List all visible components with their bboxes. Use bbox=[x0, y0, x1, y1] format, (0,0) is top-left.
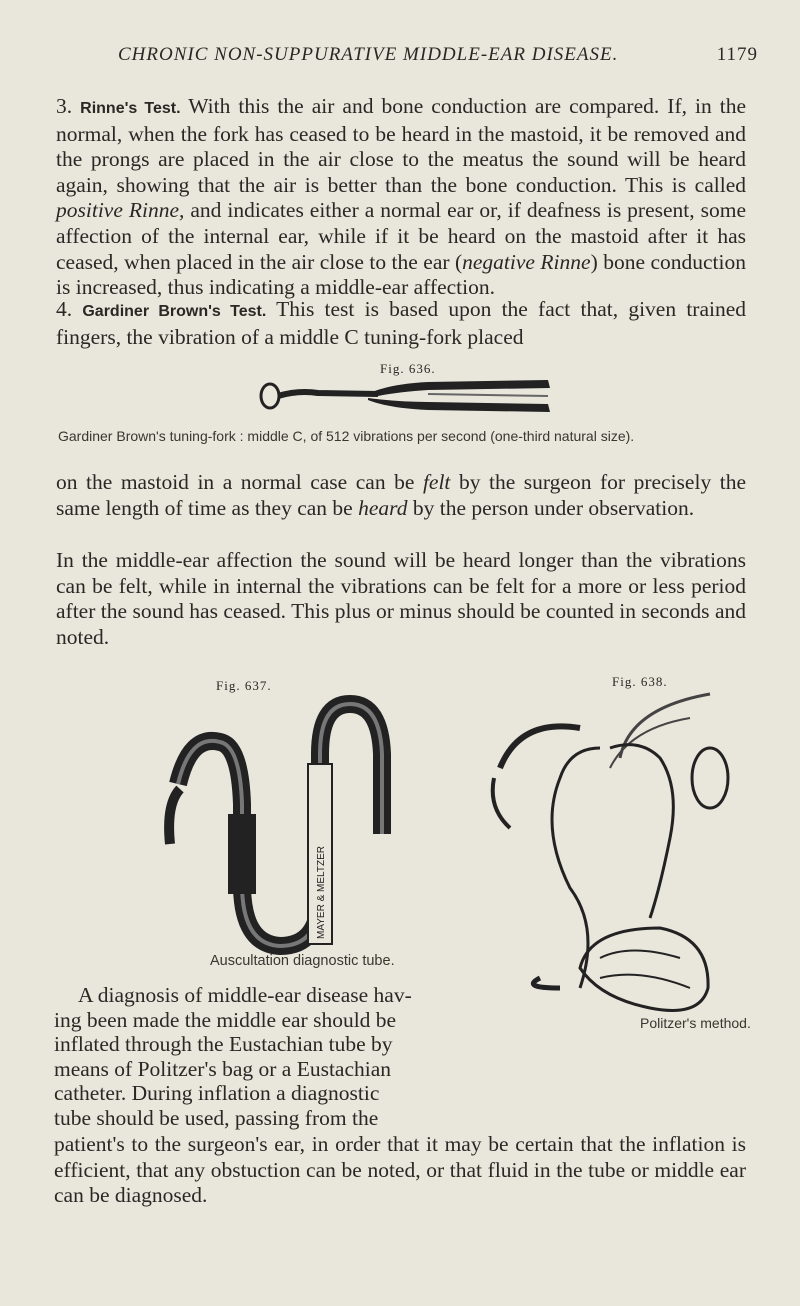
diagnosis-line-2: ing been made the middle ear should be bbox=[54, 1007, 397, 1032]
diagnosis-line-1: A diagnosis of middle-ear disease hav- bbox=[78, 983, 412, 1007]
fig-638-caption: Politzer's method. bbox=[640, 1015, 751, 1031]
diagnosis-line-5: catheter. During inflation a diagnostic bbox=[54, 1081, 380, 1106]
paragraph-middle-ear-affection bbox=[56, 548, 746, 650]
rinne-text-c: ) bone conduction is increased, thus indicating a middle-ear affection. bbox=[56, 249, 746, 300]
fig-637-label: Fig. 637. bbox=[216, 678, 272, 693]
paragraph-diagnosis-tail: patient's to the surgeon's ear, in order that it may be certain that the inflation is efficient, that any obstuction can be noted, or that fluid in the tube or middle ear can be diagnosed. bbox=[54, 1132, 746, 1208]
fig-637-caption: Auscultation diagnostic tube. bbox=[210, 953, 395, 969]
negative-rinne-term: negative Rinne bbox=[462, 249, 591, 274]
felt-term: felt bbox=[422, 470, 451, 494]
section-number-4: 4. bbox=[56, 297, 73, 321]
paragraph-diagnosis-lines bbox=[54, 983, 412, 1131]
tuning-fork-figure bbox=[258, 376, 558, 416]
page-number: 1179 bbox=[716, 44, 758, 65]
gardiner-text: This test is based upon the fact that, given trained fingers, the vibration of a middle C tuning-fork placed bbox=[56, 297, 747, 349]
fig-636-label: Fig. 636. bbox=[380, 361, 436, 376]
rinne-text-a: With this the air and bone conduction are compared. If, in the normal, when the fork has ceased to be heard in the mastoid, it be removed and the prongs are placed in the air close to the meatus the sound will be heard again, showing that the air is better than the bone conduction. This is called bbox=[56, 94, 747, 197]
running-title: CHRONIC NON-SUPPURATIVE MIDDLE-EAR DISEASE. bbox=[118, 44, 619, 65]
section-number-3: 3. bbox=[56, 94, 73, 118]
diagnosis-line-6: tube should be used, passing from the bbox=[54, 1105, 379, 1130]
gardiner-test-label: Gardiner Brown's Test. bbox=[82, 303, 267, 320]
fig-636-caption: Gardiner Brown's tuning-fork : middle C, of 512 vibrations per second (one-third natural size). bbox=[58, 428, 635, 444]
diagnosis-line-4: means of Politzer's bag or a Eustachian bbox=[54, 1056, 392, 1081]
rinne-test-label: Rinne's Test. bbox=[80, 100, 181, 117]
paragraph-gardiner-brown-test bbox=[56, 297, 746, 350]
heard-term: heard bbox=[358, 495, 408, 520]
positive-rinne-term: positive Rinne, bbox=[56, 198, 185, 223]
rinne-text-b: and indicates either a normal ear or, if deafness is present, some affection of the internal ear, while if it be heard on the mastoid after it has ceased, when placed in the air close to the ear ( bbox=[56, 198, 746, 274]
diagnosis-line-3: inflated through the Eustachian tube by bbox=[54, 1032, 393, 1057]
fig-638-label: Fig. 638. bbox=[612, 674, 668, 689]
maker-stamp: MAYER & MELTZER bbox=[316, 846, 327, 939]
politzer-method-figure bbox=[480, 688, 740, 1028]
mastoid-text-a: on the mastoid in a normal case can be bbox=[56, 470, 423, 494]
paragraph-mastoid bbox=[56, 470, 746, 521]
auscultation-tube-figure bbox=[160, 694, 430, 954]
running-header bbox=[118, 44, 758, 66]
middle-ear-text: In the middle-ear affection the sound will be heard longer than the vibrations can be felt, while in internal the vibrations can be felt for a more or less period after the sound has ceased. This plus or minus should be counted in seconds and noted. bbox=[56, 548, 746, 649]
mastoid-text-b: by the surgeon for precisely the same length of time as they can be bbox=[56, 470, 746, 520]
paragraph-rinne-test bbox=[56, 94, 746, 301]
mastoid-text-c: by the person under observation. bbox=[407, 495, 695, 520]
